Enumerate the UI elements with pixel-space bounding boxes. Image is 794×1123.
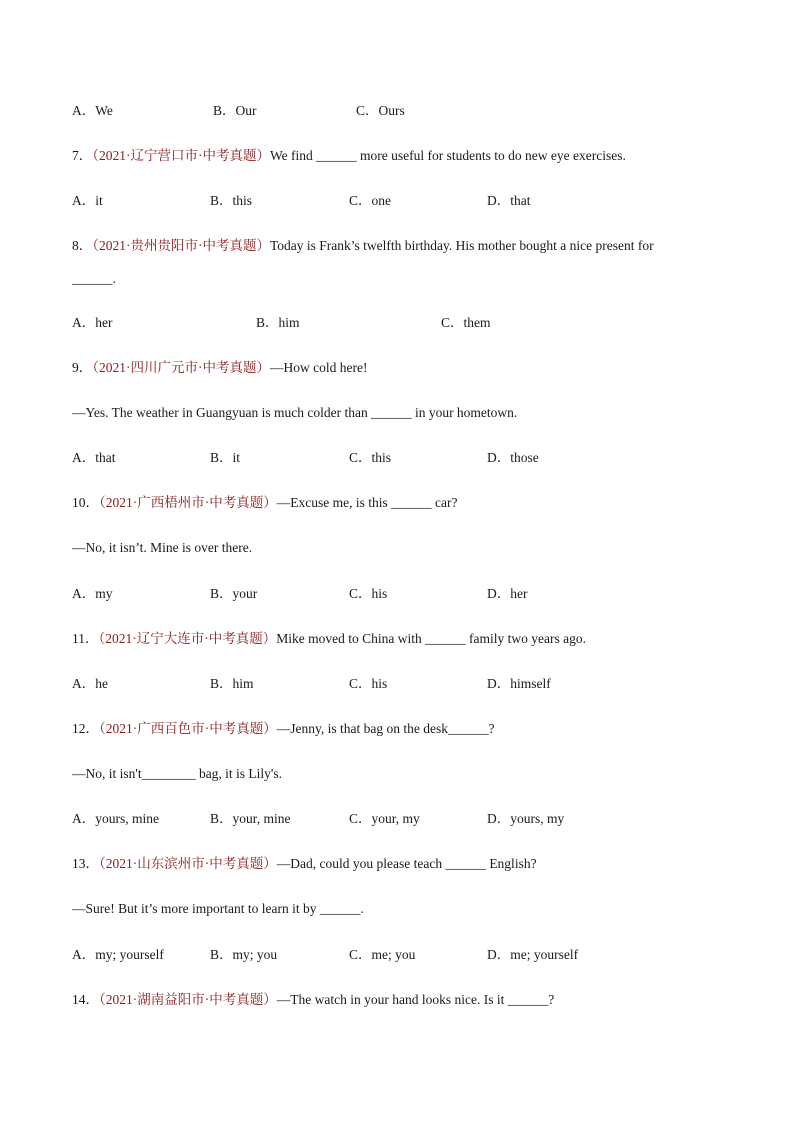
q13-stem (72, 855, 537, 873)
q8-option-c: C．them (441, 315, 491, 330)
q11-number: 11． (72, 631, 99, 646)
q10-number: 10． (72, 495, 99, 510)
q9-stem-reply: —Yes. The weather in Guangyuan is much colder than ______ in your hometown. (72, 405, 518, 420)
q7-option-c: C．one (349, 193, 391, 208)
q12-option-b: B．your, mine (210, 811, 291, 826)
q10-option-d: D．her (487, 586, 528, 601)
q13-option-a: A．my; yourself (72, 947, 164, 962)
q8-number: 8． (72, 238, 93, 253)
q7-option-d: D．that (487, 193, 531, 208)
q8-stem-continued: ______. (72, 271, 116, 286)
q12-stem (72, 720, 494, 738)
q10-text: —Excuse me, is this ______ car? (276, 495, 458, 510)
q10-stem-reply: —No, it isn’t. Mine is over there. (72, 540, 253, 555)
q11-stem (72, 630, 586, 648)
q12-number: 12． (72, 721, 99, 736)
q10-option-c: C．his (349, 586, 388, 601)
q14-stem (72, 991, 554, 1009)
q13-option-b: B．my; you (210, 947, 278, 962)
q11-option-d: D．himself (487, 676, 551, 691)
q9-option-c: C．this (349, 450, 392, 465)
q12-option-d: D．yours, my (487, 811, 565, 826)
q13-stem-reply: —Sure! But it’s more important to learn it by ______. (72, 901, 364, 916)
q14-number: 14． (72, 992, 99, 1007)
q11-option-b: B．him (210, 676, 254, 691)
q9-number: 9． (72, 360, 93, 375)
q13-text: —Dad, could you please teach ______ English? (276, 856, 537, 871)
q6-option-a: A．We (72, 103, 113, 118)
q11-option-c: C．his (349, 676, 388, 691)
q13-option-d: D．me; yourself (487, 947, 579, 962)
q14-text: —The watch in your hand looks nice. Is it ______? (276, 992, 555, 1007)
q13-number: 13． (72, 856, 99, 871)
q13-option-c: C．me; you (349, 947, 416, 962)
q11-text: Mike moved to China with ______ family two years ago. (276, 631, 586, 646)
q7-number: 7． (72, 148, 93, 163)
q12-source: （2021·广西百色市·中考真题） (99, 721, 277, 736)
q6-option-b: B．Our (213, 103, 257, 118)
q11-option-a: A．he (72, 676, 108, 691)
q7-option-a: A．it (72, 193, 103, 208)
q9-option-d: D．those (487, 450, 539, 465)
q12-option-a: A．yours, mine (72, 811, 159, 826)
q9-text: —How cold here! (270, 360, 368, 375)
q8-option-a: A．her (72, 315, 113, 330)
q9-source: （2021·四川广元市·中考真题） (92, 360, 270, 375)
q7-text: We find ______ more useful for students to do new eye exercises. (270, 148, 626, 163)
q9-stem (72, 359, 367, 377)
q8-text: Today is Frank’s twelfth birthday. His mother bought a nice present for (270, 238, 654, 253)
q10-stem (72, 494, 457, 512)
q10-source: （2021·广西梧州市·中考真题） (99, 495, 277, 510)
q12-option-c: C．your, my (349, 811, 420, 826)
q7-stem (72, 147, 626, 165)
q8-option-b: B．him (256, 315, 300, 330)
q10-option-a: A．my (72, 586, 113, 601)
q7-option-b: B．this (210, 193, 253, 208)
q9-option-a: A．that (72, 450, 116, 465)
q9-option-b: B．it (210, 450, 241, 465)
q8-source: （2021·贵州贵阳市·中考真题） (92, 238, 270, 253)
q13-source: （2021·山东滨州市·中考真题） (99, 856, 277, 871)
q11-source: （2021·辽宁大连市·中考真题） (98, 631, 277, 646)
q7-source: （2021·辽宁营口市·中考真题） (92, 148, 270, 163)
q14-source: （2021·湖南益阳市·中考真题） (99, 992, 277, 1007)
q12-text: —Jenny, is that bag on the desk______? (276, 721, 495, 736)
q10-option-b: B．your (210, 586, 258, 601)
q8-stem (72, 237, 654, 255)
q6-option-c: C．Ours (356, 103, 405, 118)
q12-stem-reply: —No, it isn't________ bag, it is Lily's. (72, 766, 282, 781)
